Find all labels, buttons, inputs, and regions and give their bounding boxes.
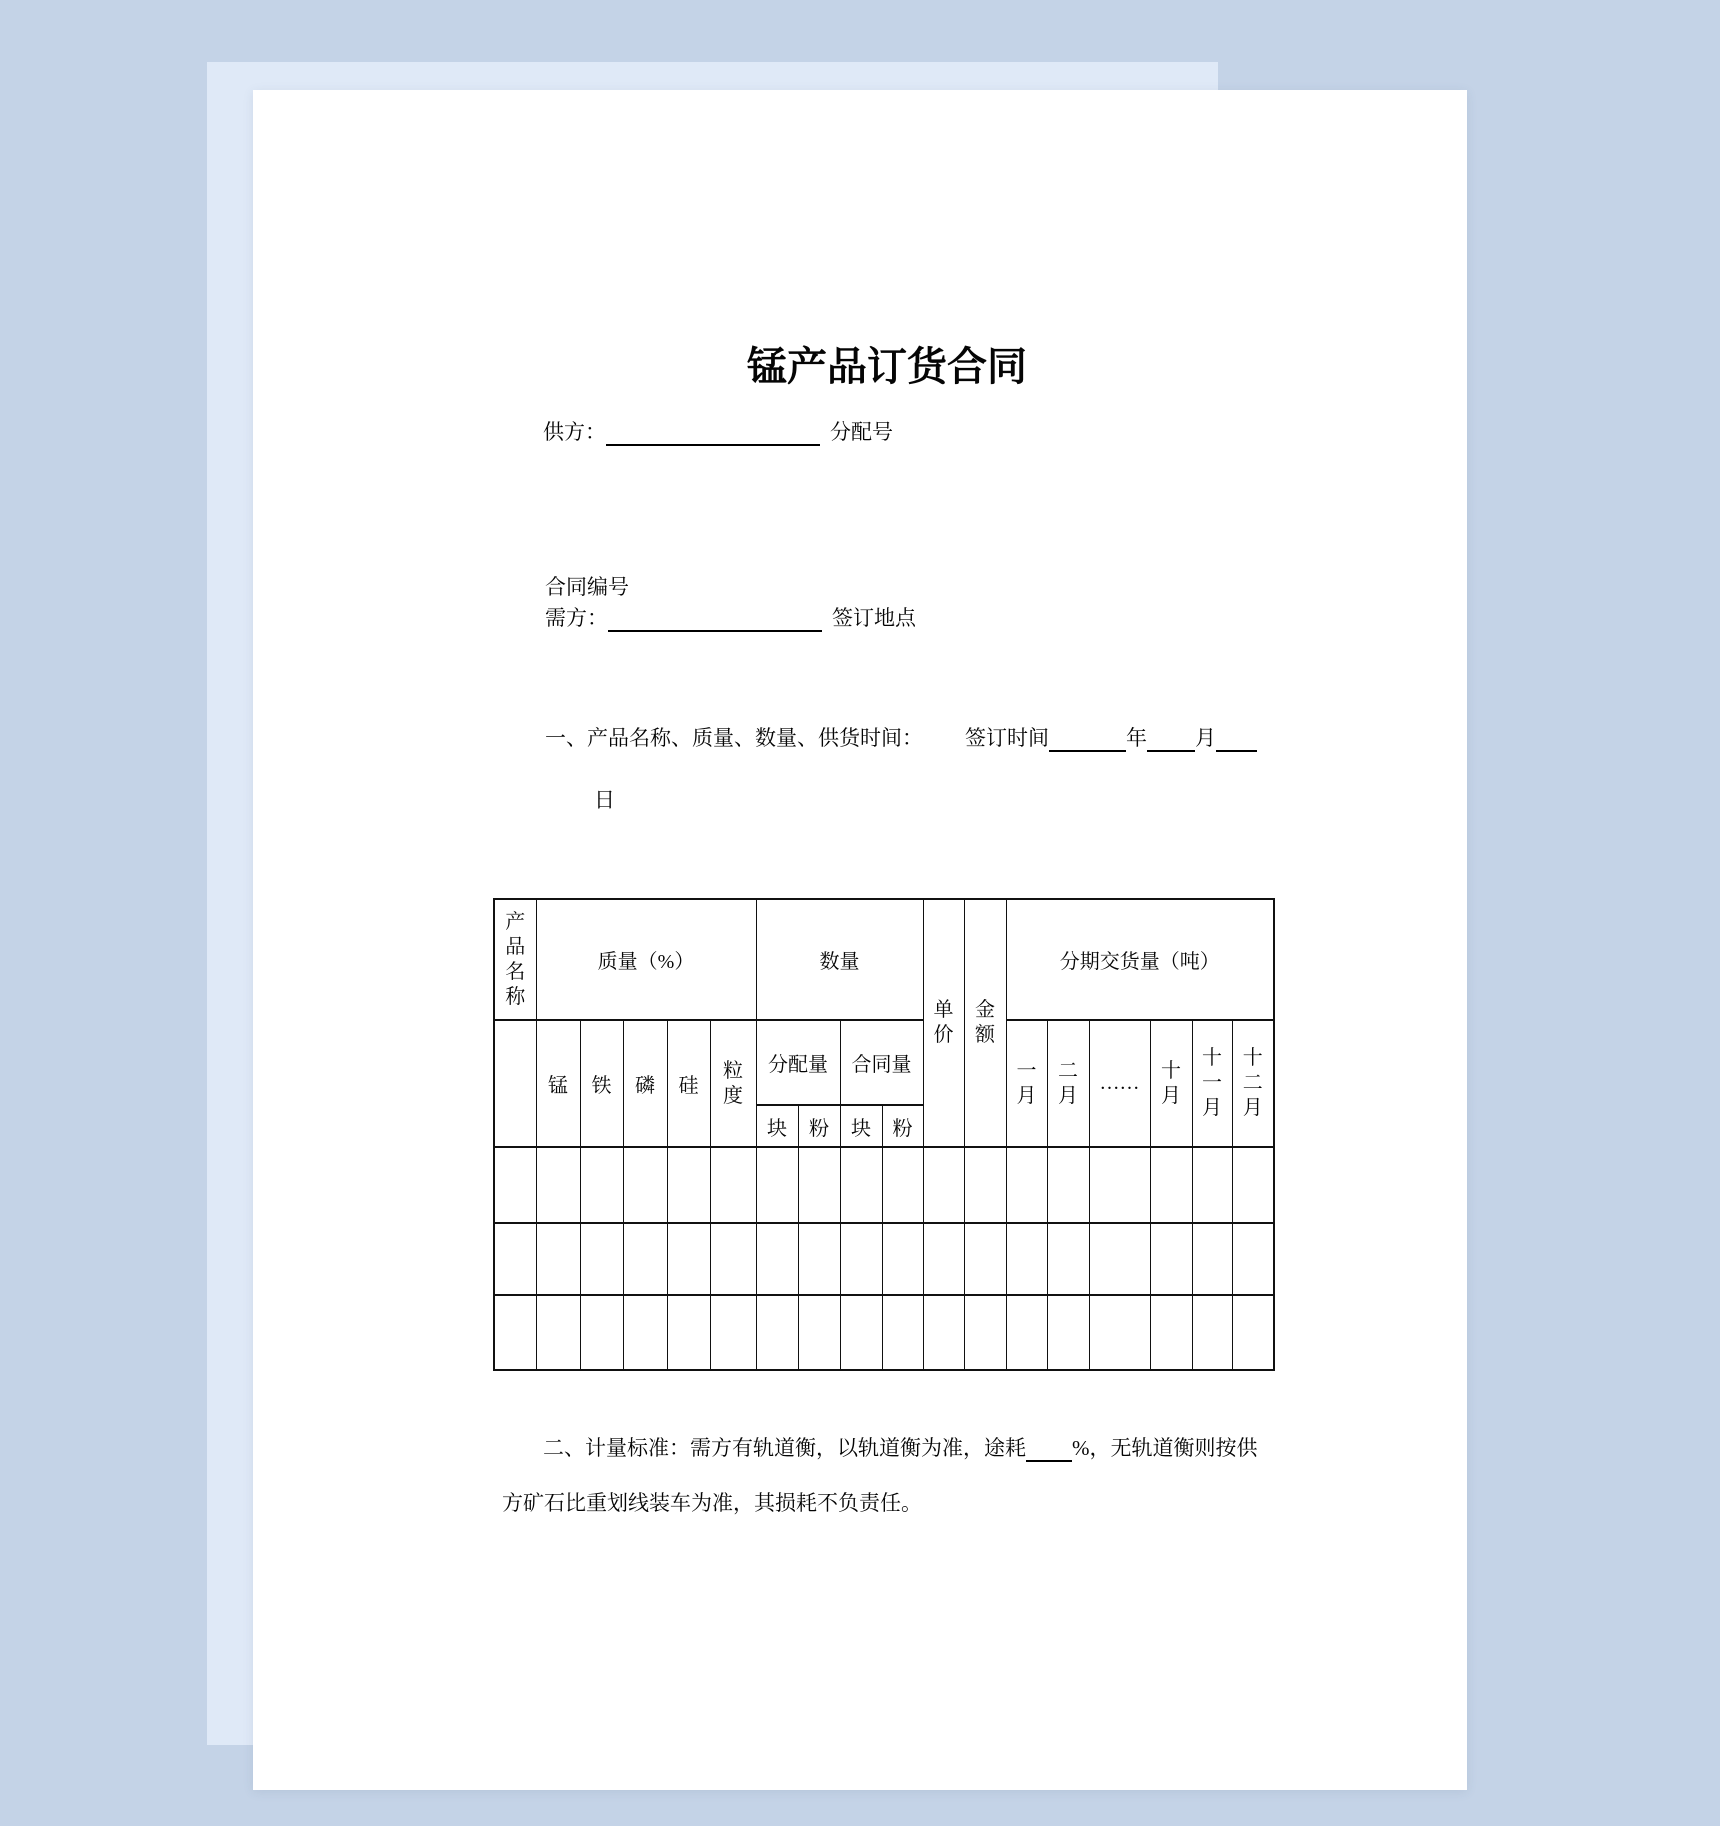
empty-cell (1089, 1295, 1150, 1370)
amount-header: 金额 (964, 899, 1006, 1147)
table-body-row (494, 1295, 1274, 1370)
empty-cell (923, 1147, 964, 1223)
powder-header-2: 粉 (882, 1105, 923, 1147)
empty-cell (710, 1147, 756, 1223)
year-blank-line (1049, 726, 1126, 752)
table-header-row-2 (494, 1020, 1274, 1105)
empty-cell (964, 1295, 1006, 1370)
empty-cell (494, 1295, 536, 1370)
empty-cell (580, 1223, 623, 1295)
quality-col-iron: 铁 (580, 1020, 623, 1147)
empty-cell (1047, 1147, 1089, 1223)
empty-cell (1006, 1295, 1047, 1370)
empty-cell (798, 1223, 840, 1295)
empty-cell (923, 1223, 964, 1295)
empty-cell (494, 1147, 536, 1223)
supplier-label: 供方： (543, 420, 606, 444)
empty-cell (1089, 1223, 1150, 1295)
buyer-line (545, 604, 916, 632)
month-col-feb: 二月 (1047, 1020, 1089, 1147)
empty-cell (1150, 1223, 1192, 1295)
empty-cell (1232, 1295, 1274, 1370)
day-label: 日 (594, 788, 615, 812)
empty-cell (756, 1223, 798, 1295)
empty-cell (667, 1223, 710, 1295)
quantity-group-header: 数量 (756, 899, 923, 1020)
month-blank-line (1147, 726, 1195, 752)
empty-cell (1006, 1147, 1047, 1223)
empty-cell (1006, 1223, 1047, 1295)
month-col-nov: 十一月 (1192, 1020, 1232, 1147)
section-two-line2: 方矿石比重划线装车为准，其损耗不负责任。 (502, 1491, 922, 1515)
empty-cell (536, 1295, 580, 1370)
powder-header-1: 粉 (798, 1105, 840, 1147)
quality-col-phosphorus: 磷 (623, 1020, 667, 1147)
loss-rate-blank-line (1026, 1436, 1072, 1462)
empty-cell (580, 1295, 623, 1370)
supplier-line (543, 418, 893, 446)
delivery-group-header: 分期交货量（吨） (1006, 899, 1274, 1020)
signing-place-label: 签订地点 (832, 606, 916, 630)
empty-cell (536, 1147, 580, 1223)
quality-col-manganese: 锰 (536, 1020, 580, 1147)
empty-cell (623, 1147, 667, 1223)
empty-cell (667, 1147, 710, 1223)
month-col-jan: 一月 (1006, 1020, 1047, 1147)
empty-cell (882, 1223, 923, 1295)
quality-col-granularity: 粒度 (710, 1020, 756, 1147)
unit-price-header: 单价 (923, 899, 964, 1147)
empty-cell (923, 1295, 964, 1370)
empty-cell (1150, 1295, 1192, 1370)
lump-header-2: 块 (840, 1105, 882, 1147)
table-body-row (494, 1223, 1274, 1295)
section-two-line1 (543, 1434, 1258, 1462)
empty-cell (840, 1295, 882, 1370)
empty-header-cell (494, 1020, 536, 1147)
empty-cell (1192, 1223, 1232, 1295)
empty-cell (1232, 1147, 1274, 1223)
allocation-number-label: 分配号 (830, 420, 893, 444)
signing-time-label: 签订时间 (965, 726, 1049, 750)
buyer-blank-line (608, 606, 822, 632)
supplier-blank-line (606, 420, 820, 446)
empty-cell (882, 1147, 923, 1223)
contract-number-line (545, 573, 629, 601)
lump-header-1: 块 (756, 1105, 798, 1147)
year-label: 年 (1126, 726, 1147, 750)
buyer-label: 需方： (545, 606, 608, 630)
empty-cell (798, 1295, 840, 1370)
empty-cell (580, 1147, 623, 1223)
empty-cell (1089, 1147, 1150, 1223)
contract-qty-header: 合同量 (840, 1020, 923, 1105)
empty-cell (840, 1223, 882, 1295)
empty-cell (756, 1147, 798, 1223)
empty-cell (1047, 1223, 1089, 1295)
empty-cell (1192, 1147, 1232, 1223)
month-col-ellipsis: …… (1089, 1020, 1150, 1147)
section-two-line1-suffix: %，无轨道衡则按供 (1072, 1436, 1258, 1460)
day-line (594, 786, 615, 814)
empty-cell (494, 1223, 536, 1295)
empty-cell (536, 1223, 580, 1295)
empty-cell (1150, 1147, 1192, 1223)
month-label: 月 (1195, 726, 1216, 750)
empty-cell (798, 1147, 840, 1223)
empty-cell (964, 1223, 1006, 1295)
product-name-header: 产品名称 (494, 899, 536, 1020)
table-body-row (494, 1147, 1274, 1223)
empty-cell (623, 1295, 667, 1370)
empty-cell (840, 1147, 882, 1223)
empty-cell (964, 1147, 1006, 1223)
contract-number-label: 合同编号 (545, 575, 629, 599)
day-blank-line (1216, 726, 1257, 752)
order-table (493, 898, 1275, 1371)
empty-cell (756, 1295, 798, 1370)
allocation-qty-header: 分配量 (756, 1020, 840, 1105)
section-one-label: 一、产品名称、质量、数量、供货时间： (545, 726, 923, 750)
signing-time-line (965, 724, 1257, 752)
document-title: 锰产品订货合同 (747, 345, 1027, 389)
empty-cell (1047, 1295, 1089, 1370)
empty-cell (623, 1223, 667, 1295)
month-col-dec: 十二月 (1232, 1020, 1274, 1147)
empty-cell (667, 1295, 710, 1370)
quality-col-silicon: 硅 (667, 1020, 710, 1147)
empty-cell (1192, 1295, 1232, 1370)
month-col-oct: 十月 (1150, 1020, 1192, 1147)
section-two-line1-prefix: 二、计量标准：需方有轨道衡，以轨道衡为准，途耗 (543, 1436, 1026, 1460)
empty-cell (1232, 1223, 1274, 1295)
table-header-row-1 (494, 899, 1274, 1020)
empty-cell (710, 1295, 756, 1370)
empty-cell (882, 1295, 923, 1370)
empty-cell (710, 1223, 756, 1295)
quality-group-header: 质量（%） (536, 899, 756, 1020)
section-one-heading (545, 724, 923, 752)
